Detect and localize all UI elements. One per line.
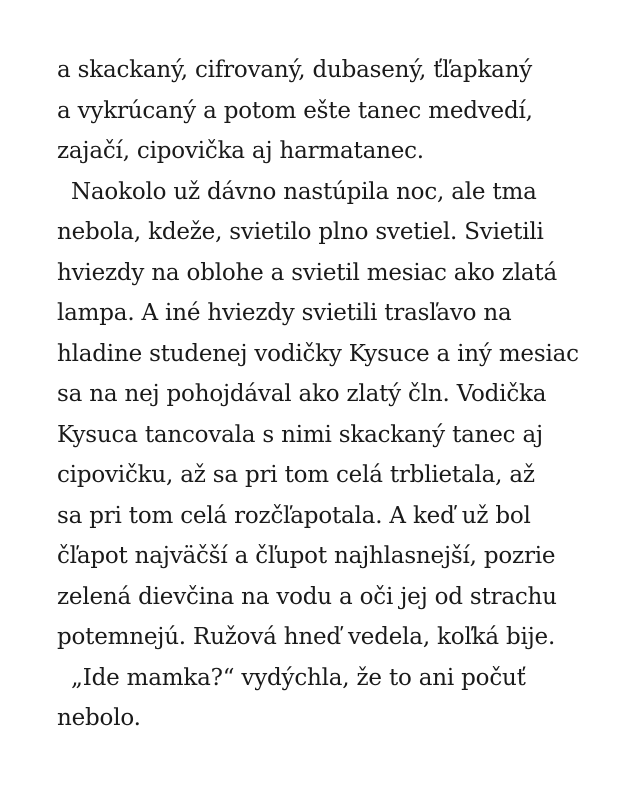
text-line-9: sa na nej pohojdával ako zlatý čln. Vodička [57, 381, 547, 407]
text-line-14: zelená dievčina na vodu a oči jej od strachu [57, 583, 557, 610]
text-line-16: „Ide mamka?“ vydýchla, že to ani počuť [71, 664, 526, 691]
body-text [57, 50, 617, 739]
text-line-15: potemnejú. Ružová hneď vedela, koľká bije. [57, 624, 556, 650]
text-line-1: a skackaný, cifrovaný, dubasený, ťľapkaný [57, 57, 533, 83]
text-line-10: Kysuca tancovala s nimi skackaný tanec aj [57, 421, 543, 448]
text-line-7: lampa. A iné hviezdy svietili trasľavo na [57, 300, 512, 326]
text-line-13: čľapot najväčší a čľupot najhlasnejší, pozrie [57, 543, 556, 569]
text-line-3: zajačí, cipovička aj harmatanec. [57, 138, 424, 164]
text-line-4: Naokolo už dávno nastúpila noc, ale tma [71, 178, 537, 205]
text-line-6: hviezdy na oblohe a svietil mesiac ako zlatá [57, 259, 557, 286]
text-line-12: sa pri tom celá rozčľapotala. A keď už bol [57, 502, 531, 529]
text-line-5: nebola, kdeže, svietilo plno svetiel. Svietili [57, 219, 544, 245]
text-line-8: hladine studenej vodičky Kysuce a iný mesiac [57, 340, 579, 367]
text-line-11: cipovičku, až sa pri tom celá trblietala, až [57, 462, 535, 488]
text-line-17: nebolo. [57, 705, 141, 731]
text-line-2: a vykrúcaný a potom ešte tanec medvedí, [57, 97, 533, 124]
